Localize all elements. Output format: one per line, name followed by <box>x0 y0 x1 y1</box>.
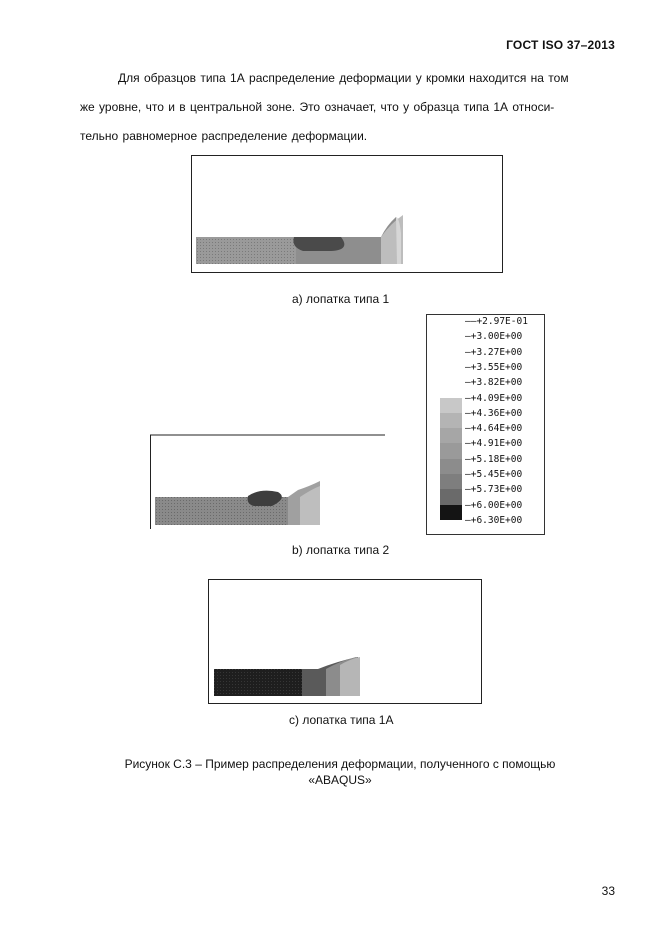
legend-entry: —+3.82E+00 <box>465 377 523 389</box>
legend-color-segment <box>440 352 462 367</box>
figure-a-caption: a) лопатка типа 1 <box>292 292 390 306</box>
legend-color-segment <box>440 505 462 520</box>
legend-color-segment <box>440 367 462 382</box>
legend-color-segment <box>440 443 462 458</box>
paragraph-line-2: же уровне, что и в центральной зоне. Это означает, что у образца типа 1А относи- <box>80 100 555 114</box>
figure-c-caption: c) лопатка типа 1А <box>289 713 394 727</box>
legend-entry: —+4.09E+00 <box>465 392 523 404</box>
legend-color-segment <box>440 459 462 474</box>
strain-legend <box>426 314 545 535</box>
legend-entry: —+6.00E+00 <box>465 499 523 511</box>
paragraph-line-1: Для образцов типа 1А распределение деформации у кромки находится на том <box>118 71 569 85</box>
legend-color-segment <box>440 413 462 428</box>
legend-entry: —+3.27E+00 <box>465 346 523 358</box>
figure-b-strain-plot <box>150 434 386 530</box>
legend-color-segment <box>440 336 462 351</box>
legend-color-segment <box>440 321 462 336</box>
body-paragraph <box>80 64 608 151</box>
page-number: 33 <box>601 884 615 898</box>
legend-entry: —+5.18E+00 <box>465 453 523 465</box>
legend-color-segment <box>440 398 462 413</box>
figure-a-strain-plot <box>191 155 503 275</box>
legend-color-segment <box>440 382 462 397</box>
legend-entry: —+6.30E+00 <box>465 514 523 526</box>
legend-color-bar <box>440 321 462 527</box>
figure-caption <box>80 756 600 788</box>
legend-entry: —+5.73E+00 <box>465 484 523 496</box>
figure-c-strain-plot <box>208 579 483 705</box>
legend-entry: ——+2.97E-01 <box>465 316 528 327</box>
legend-entry: —+4.64E+00 <box>465 423 523 435</box>
legend-color-segment <box>440 489 462 504</box>
figure-caption-line-2: «ABAQUS» <box>308 773 372 787</box>
document-standard-header: ГОСТ ISO 37–2013 <box>506 38 615 52</box>
legend-entry: —+4.36E+00 <box>465 407 523 419</box>
paragraph-line-3: тельно равномерное распределение деформации. <box>80 129 368 143</box>
figure-b-caption: b) лопатка типа 2 <box>292 543 390 557</box>
legend-entry: —+3.00E+00 <box>465 331 523 343</box>
legend-entry: —+3.55E+00 <box>465 361 523 373</box>
figure-caption-line-1: Рисунок С.3 – Пример распределения деформации, полученного с помощью <box>124 757 556 771</box>
legend-entry: —+5.45E+00 <box>465 469 523 480</box>
legend-color-segment <box>440 474 462 489</box>
legend-color-segment <box>440 428 462 443</box>
legend-entry: —+4.91E+00 <box>465 438 523 450</box>
